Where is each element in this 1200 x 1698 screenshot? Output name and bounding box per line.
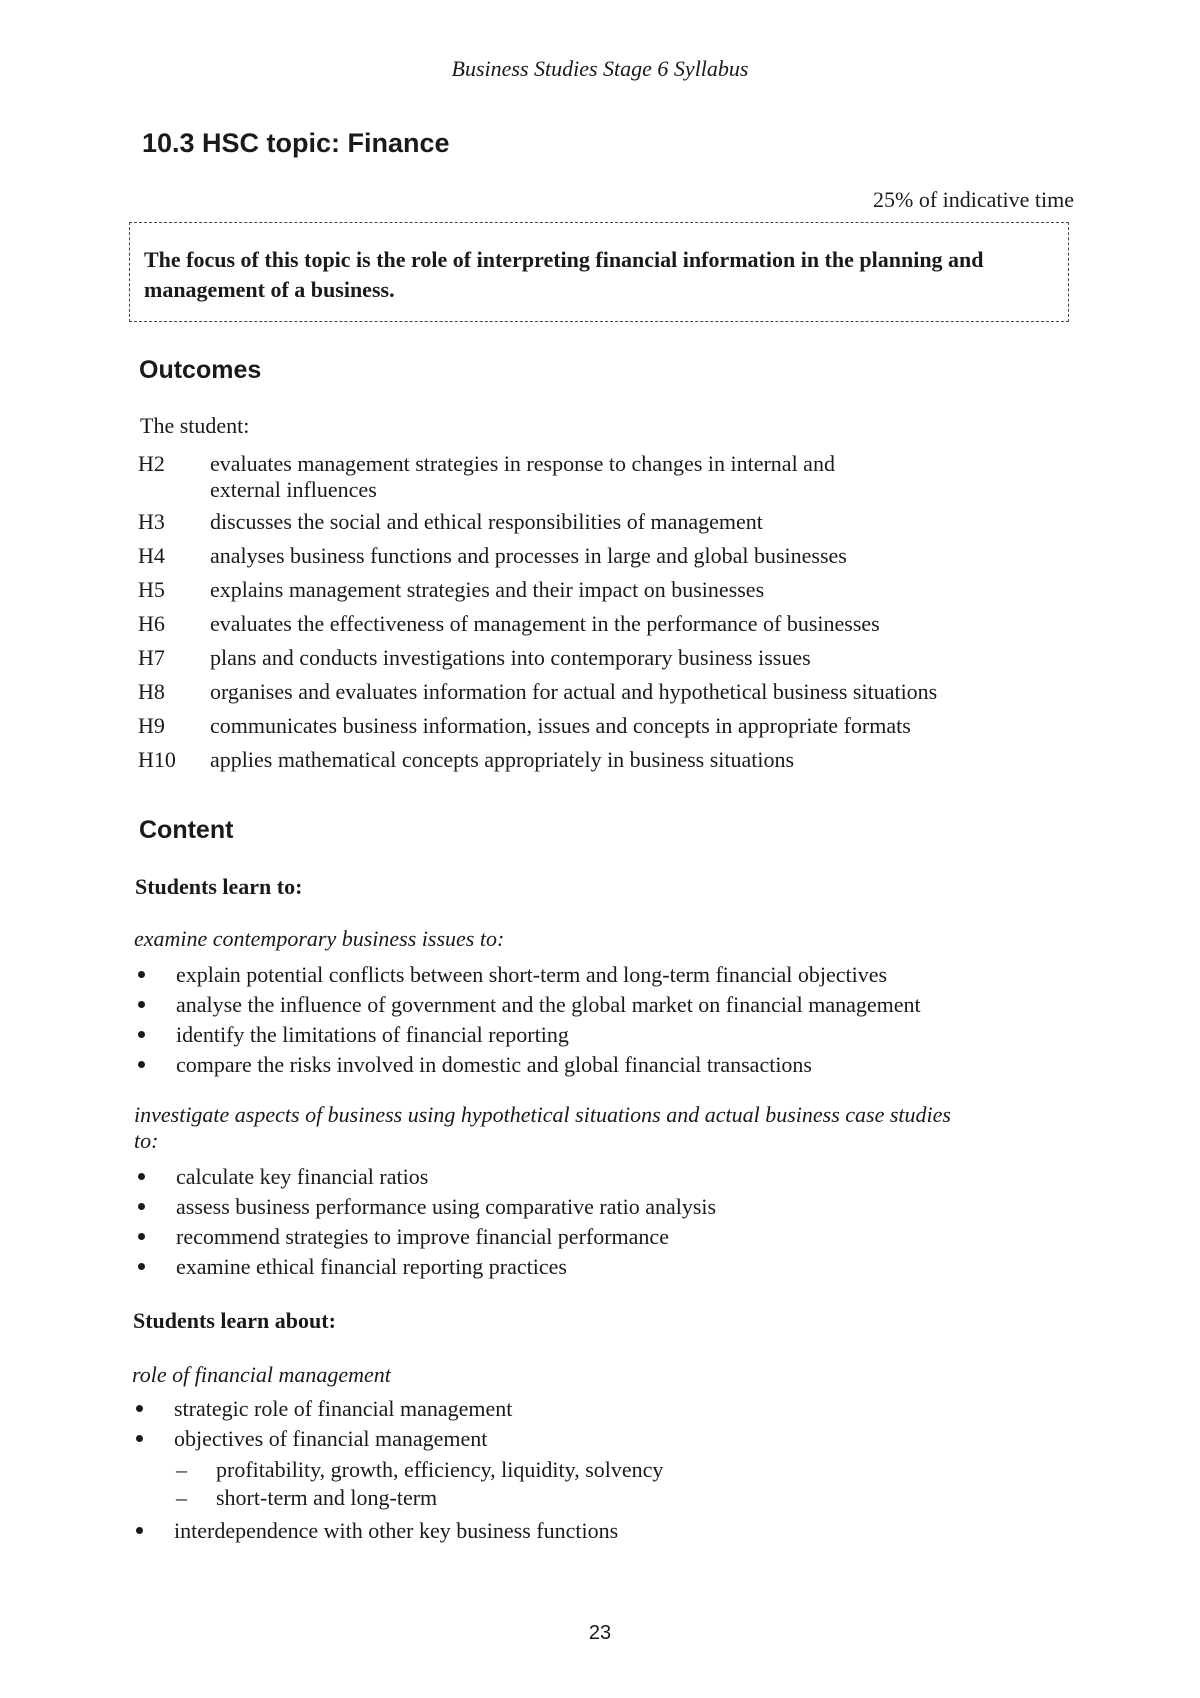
list-item-text: interdependence with other key business functions	[174, 1518, 619, 1543]
outcome-text: explains management strategies and their impact on businesses	[210, 577, 765, 602]
outcomes-list	[138, 451, 1058, 781]
list-item-text: compare the risks involved in domestic and global financial transactions	[176, 1052, 812, 1077]
page-number: 23	[588, 1622, 612, 1644]
running-header: Business Studies Stage 6 Syllabus	[451, 56, 749, 81]
focus-box	[129, 222, 1069, 322]
bullet-icon	[138, 971, 145, 978]
learn-to-lead-1: examine contemporary business issues to:	[134, 926, 505, 951]
list-item	[134, 1162, 1034, 1192]
outcome-text: organises and evaluates information for actual and hypothetical business situations	[210, 679, 938, 704]
outcome-text: analyses business functions and processes in large and global businesses	[210, 543, 847, 568]
bullet-icon	[138, 1203, 145, 1210]
outcome-item	[138, 543, 1058, 569]
outcome-text: plans and conducts investigations into contemporary business issues	[210, 645, 811, 670]
list-item	[134, 1050, 1034, 1080]
topic-title: 10.3 HSC topic: Finance	[142, 128, 450, 158]
outcomes-intro: The student:	[140, 413, 250, 438]
outcome-code: H2	[138, 451, 165, 476]
outcome-item	[138, 713, 1058, 739]
outcome-item	[138, 645, 1058, 671]
outcome-item	[138, 747, 1058, 773]
content-heading: Content	[139, 816, 234, 844]
outcome-item	[138, 679, 1058, 705]
outcome-text: applies mathematical concepts appropriately in business situations	[210, 747, 795, 772]
list-item	[134, 1020, 1034, 1050]
bullet-icon	[138, 1173, 145, 1180]
bullet-icon	[136, 1405, 143, 1412]
list-item	[132, 1516, 1032, 1546]
outcome-code: H8	[138, 679, 165, 704]
list-item-text: recommend strategies to improve financial performance	[176, 1224, 669, 1249]
list-item	[132, 1424, 1032, 1512]
learn-about-lead: role of financial management	[132, 1362, 391, 1387]
outcome-item	[138, 451, 1058, 503]
sub-list	[174, 1456, 1032, 1512]
learn-about-list	[132, 1394, 1032, 1546]
outcome-code: H7	[138, 645, 165, 670]
sub-list-item-text: short-term and long-term	[216, 1485, 438, 1510]
list-item-text: identify the limitations of financial reporting	[176, 1022, 569, 1047]
list-item	[134, 1252, 1034, 1282]
outcome-text: evaluates the effectiveness of management in the performance of businesses	[210, 611, 880, 636]
list-item-text: strategic role of financial management	[174, 1396, 513, 1421]
bullet-icon	[138, 1001, 145, 1008]
list-item-text: assess business performance using comparative ratio analysis	[176, 1194, 717, 1219]
learn-to-list-2	[134, 1162, 1034, 1282]
outcome-code: H9	[138, 713, 165, 738]
outcome-text: evaluates management strategies in response to changes in internal and external influences	[210, 451, 835, 502]
outcome-item	[138, 509, 1058, 535]
sub-list-item	[174, 1456, 1032, 1484]
list-item	[134, 960, 1034, 990]
outcome-text: communicates business information, issues and concepts in appropriate formats	[210, 713, 911, 738]
sub-list-item	[174, 1484, 1032, 1512]
learn-about-heading: Students learn about:	[133, 1308, 336, 1333]
sub-list-item-text: profitability, growth, efficiency, liquidity, solvency	[216, 1457, 664, 1482]
outcome-text: discusses the social and ethical responsibilities of management	[210, 509, 763, 534]
bullet-icon	[136, 1435, 143, 1442]
indicative-time: 25% of indicative time	[873, 187, 1074, 212]
outcome-code: H4	[138, 543, 165, 568]
dash-icon: –	[176, 1457, 187, 1482]
list-item	[134, 990, 1034, 1020]
list-item-text: analyse the influence of government and the global market on financial management	[176, 992, 921, 1017]
list-item-text: examine ethical financial reporting practices	[176, 1254, 567, 1279]
focus-text: The focus of this topic is the role of interpreting financial information in the planning and management of a business.	[144, 247, 984, 302]
list-item	[134, 1222, 1034, 1252]
outcome-item	[138, 577, 1058, 603]
outcomes-heading: Outcomes	[139, 356, 262, 384]
learn-to-lead-2: investigate aspects of business using hypothetical situations and actual business case studies to:	[134, 1102, 951, 1153]
outcome-code: H3	[138, 509, 165, 534]
bullet-icon	[138, 1263, 145, 1270]
bullet-icon	[138, 1031, 145, 1038]
list-item	[132, 1394, 1032, 1424]
outcome-item	[138, 611, 1058, 637]
bullet-icon	[138, 1233, 145, 1240]
list-item-text: explain potential conflicts between short-term and long-term financial objectives	[176, 962, 888, 987]
outcome-code: H6	[138, 611, 165, 636]
list-item-text: calculate key financial ratios	[176, 1164, 429, 1189]
learn-to-list-1	[134, 960, 1034, 1080]
learn-to-heading: Students learn to:	[135, 874, 303, 899]
dash-icon: –	[176, 1485, 187, 1510]
bullet-icon	[138, 1061, 145, 1068]
list-item	[134, 1192, 1034, 1222]
outcome-code: H5	[138, 577, 165, 602]
list-item-text: objectives of financial management	[174, 1426, 488, 1451]
bullet-icon	[136, 1527, 143, 1534]
outcome-code: H10	[138, 747, 176, 772]
